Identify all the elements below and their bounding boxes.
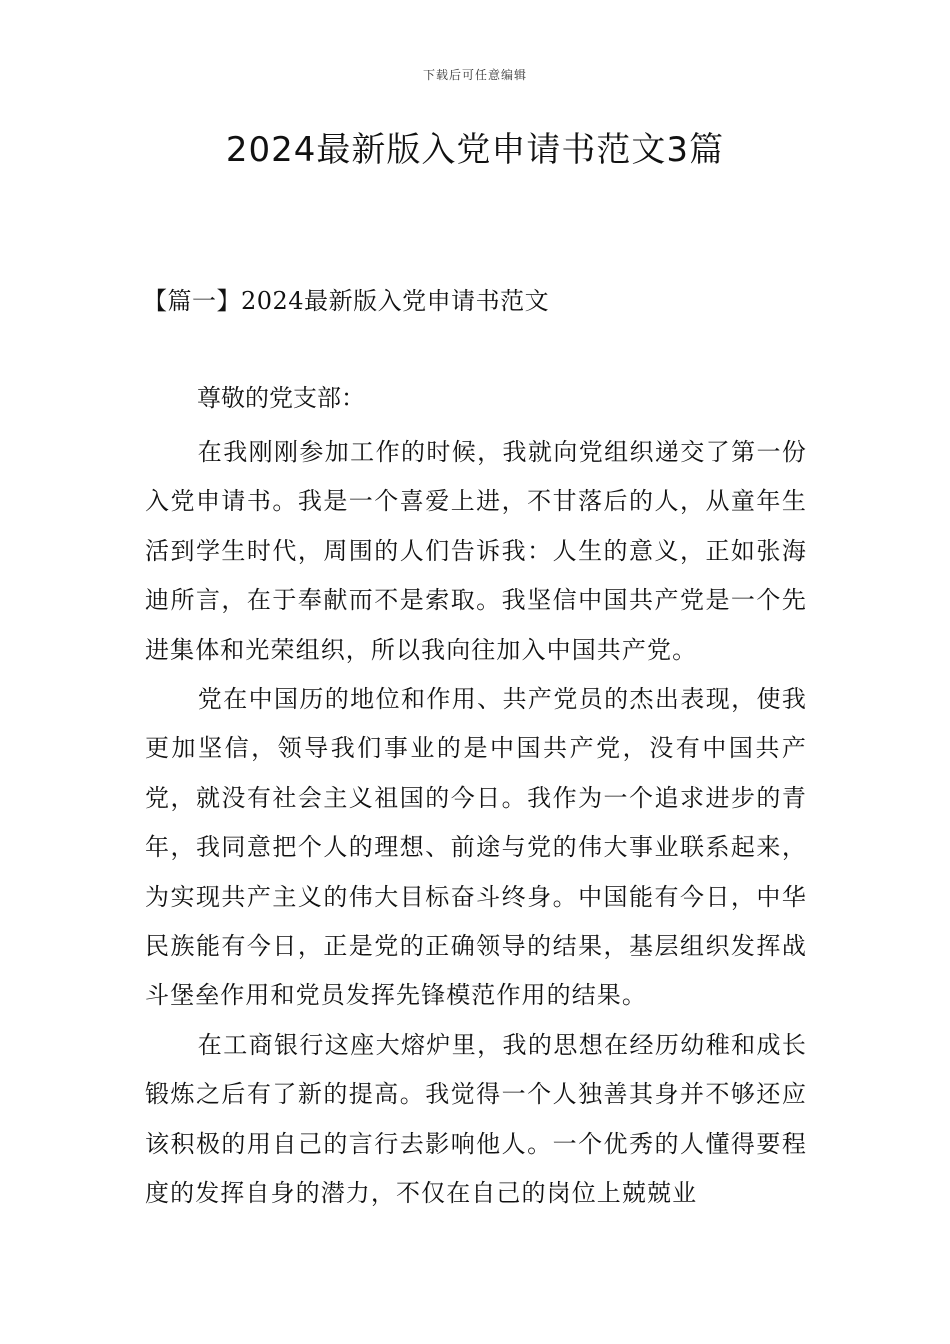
- salutation: 尊敬的党支部：: [197, 384, 365, 412]
- paragraph: 在我刚刚参加工作的时候，我就向党组织递交了第一份入党申请书。我是一个喜爱上进，不甘落后的人，从童年生活到学生时代，周围的人们告诉我：人生的意义，正如张海迪所言，在于奉献而不是索取。我坚信中国共产党是一个先进集体和光荣组织，所以我向往加入中国共产党。: [145, 438, 807, 664]
- document-title: 2024最新版入党申请书范文3篇: [225, 130, 725, 170]
- header-note: 下载后可任意编辑: [422, 68, 527, 82]
- paragraph: 在工商银行这座大熔炉里，我的思想在经历幼稚和成长锻炼之后有了新的提高。我觉得一个人独善其身并不够还应该积极的用自己的言行去影响他人。一个优秀的人懂得要程度的发挥自身的潜力，不仅在自己的岗位上兢兢业: [145, 1030, 807, 1208]
- body-text: [145, 428, 807, 1219]
- section-heading: 【篇一】2024最新版入党申请书范文: [143, 287, 550, 315]
- paragraph: 党在中国历的地位和作用、共产党员的杰出表现，使我更加坚信，领导我们事业的是中国共产党，没有中国共产党，就没有社会主义祖国的今日。我作为一个追求进步的青年，我同意把个人的理想、前途与党的伟大事业联系起来，为实现共产主义的伟大目标奋斗终身。中国能有今日，中华民族能有今日，正是党的正确领导的结果，基层组织发挥战斗堡垒作用和党员发挥先锋模范作用的结果。: [145, 685, 807, 1010]
